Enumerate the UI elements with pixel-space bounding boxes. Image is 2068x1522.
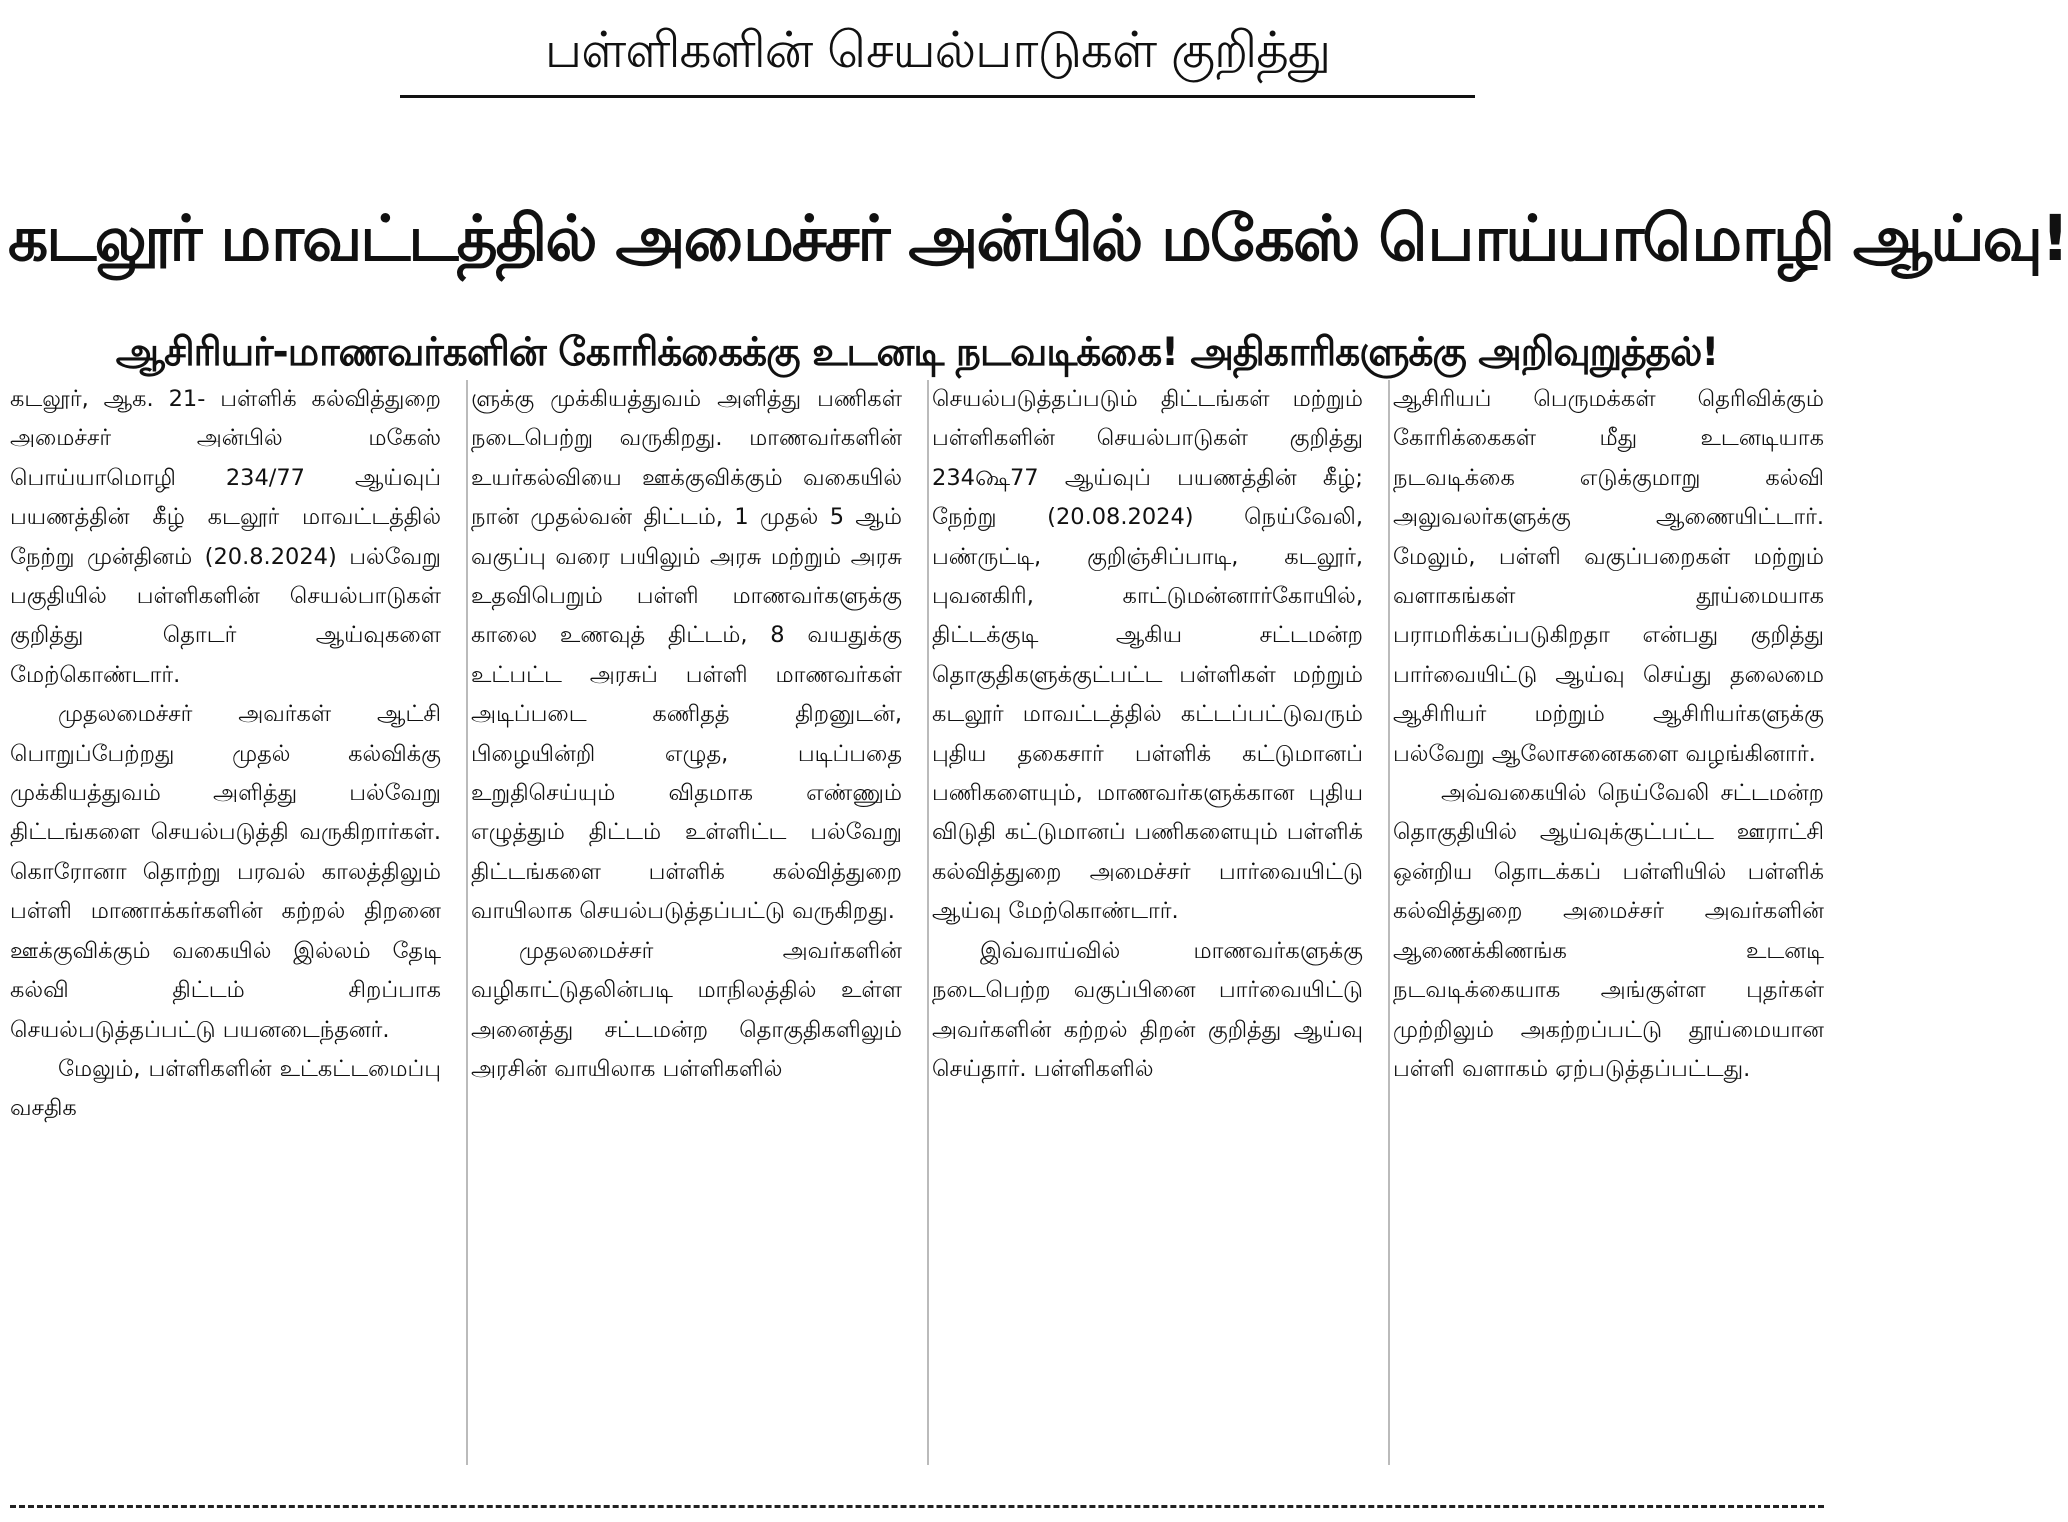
body-paragraph: முதலமைச்சர் அவர்கள் ஆட்சி பொறுப்பேற்றது முதல் கல்விக்கு முக்கியத்துவம் அளித்து பல்வேறு திட்டங்களை செயல்படுத்தி வருகிறார்கள். கொரோனா தொற்று பரவல் காலத்திலும் பள்ளி மாணாக்கர்களின் கற்றல் திறனை ஊக்குவிக்கும் வகையில் இல்லம் தேடி கல்வி திட்டம் சிறப்பாக செயல்படுத்தப்பட்டு பயனடைந்தனர். bbox=[10, 701, 441, 1043]
body-paragraph: முதலமைச்சர் அவர்களின் வழிகாட்டுதலின்படி மாநிலத்தில் உள்ள அனைத்து சட்டமன்ற தொகுதிகளிலும் அரசின் வாயிலாக பள்ளிகளில் bbox=[471, 937, 902, 1082]
column-divider bbox=[1388, 380, 1390, 1465]
body-column-2 bbox=[471, 380, 902, 1465]
body-paragraph: அவ்வகையில் நெய்வேலி சட்டமன்ற தொகுதியில் ஆய்வுக்குட்பட்ட ஊராட்சி ஒன்றிய தொடக்கப் பள்ளியில் பள்ளிக் கல்வித்துறை அமைச்சர் அவர்களின் ஆணைக்கிணங்க உடனடி நடவடிக்கையாக அங்குள்ள புதர்கள் முற்றிலும் அகற்றப்பட்டு தூய்மையான பள்ளி வளாகம் ஏற்படுத்தப்பட்டது. bbox=[1393, 780, 1824, 1082]
body-paragraph: ளுக்கு முக்கியத்துவம் அளித்து பணிகள் நடைபெற்று வருகிறது. மாணவர்களின் உயர்கல்வியை ஊக்குவிக்கும் வகையில் நான் முதல்வன் திட்டம், 1 முதல் 5 ஆம் வகுப்பு வரை பயிலும் அரசு மற்றும் அரசு உதவிபெறும் பள்ளி மாணவர்களுக்கு காலை உணவுத் திட்டம், 8 வயதுக்கு உட்பட்ட அரசுப் பள்ளி மாணவர்கள் அடிப்படை கணிதத் திறனுடன், பிழையின்றி எழுத, படிப்பதை உறுதிசெய்யும் விதமாக எண்ணும் எழுத்தும் திட்டம் உள்ளிட்ட பல்வேறு திட்டங்களை பள்ளிக் கல்வித்துறை வாயிலாக செயல்படுத்தப்பட்டு வருகிறது. bbox=[471, 386, 902, 925]
kicker-underline bbox=[400, 95, 1475, 98]
bottom-dashed-rule bbox=[10, 1505, 1824, 1508]
body-paragraph: செயல்படுத்தப்படும் திட்டங்கள் மற்றும் பள்ளிகளின் செயல்பாடுகள் குறித்து 234௸77 ஆய்வுப் பயணத்தின் கீழ்; நேற்று (20.08.2024) நெய்வேலி, பண்ருட்டி, குறிஞ்சிப்பாடி, கடலூர், புவனகிரி, காட்டுமன்னார்கோயில், திட்டக்குடி ஆகிய சட்டமன்ற தொகுதிகளுக்குட்பட்ட பள்ளிகள் மற்றும் கடலூர் மாவட்டத்தில் கட்டப்பட்டுவரும் புதிய தகைசார் பள்ளிக் கட்டுமானப் பணிகளையும், மாணவர்களுக்கான புதிய விடுதி கட்டுமானப் பணிகளையும் பள்ளிக் கல்வித்துறை அமைச்சர் பார்வையிட்டு ஆய்வு மேற்கொண்டார். bbox=[932, 386, 1363, 925]
body-column-4 bbox=[1393, 380, 1824, 1465]
body-paragraph: கடலூர், ஆக. 21- பள்ளிக் கல்வித்துறை அமைச்சர் அன்பில் மகேஸ் பொய்யாமொழி 234/77 ஆய்வுப் பயணத்தின் கீழ் கடலூர் மாவட்டத்தில் நேற்று முன்தினம் (20.8.2024) பல்வேறு பகுதியில் பள்ளிகளின் செயல்பாடுகள் குறித்து தொடர் ஆய்வுகளை மேற்கொண்டார். bbox=[10, 386, 441, 688]
body-column-1 bbox=[10, 380, 441, 1465]
body-column-3 bbox=[932, 380, 1363, 1465]
article-subheadline: ஆசிரியர்-மாணவர்களின் கோரிக்கைக்கு உடனடி நடவடிக்கை! அதிகாரிகளுக்கு அறிவுறுத்தல்! bbox=[115, 330, 1719, 376]
body-paragraph: மேலும், பள்ளிகளின் உட்கட்டமைப்பு வசதிக bbox=[10, 1055, 441, 1122]
article-headline: கடலூர் மாவட்டத்தில் அமைச்சர் அன்பில் மகேஸ் பொய்யாமொழி ஆய்வு! bbox=[8, 202, 2068, 276]
body-paragraph: ஆசிரியப் பெருமக்கள் தெரிவிக்கும் கோரிக்கைகள் மீது உடனடியாக நடவடிக்கை எடுக்குமாறு கல்வி அலுவலர்களுக்கு ஆணையிட்டார். மேலும், பள்ளி வகுப்பறைகள் மற்றும் வளாகங்கள் தூய்மையாக பராமரிக்கப்படுகிறதா என்பது குறித்து பார்வையிட்டு ஆய்வு செய்து தலைமை ஆசிரியர் மற்றும் ஆசிரியர்களுக்கு பல்வேறு ஆலோசனைகளை வழங்கினார். bbox=[1393, 386, 1824, 767]
column-divider bbox=[466, 380, 468, 1465]
body-paragraph: இவ்வாய்வில் மாணவர்களுக்கு நடைபெற்ற வகுப்பினை பார்வையிட்டு அவர்களின் கற்றல் திறன் குறித்து ஆய்வு செய்தார். பள்ளிகளில் bbox=[932, 937, 1363, 1082]
article-kicker: பள்ளிகளின் செயல்பாடுகள் குறித்து bbox=[544, 21, 1331, 79]
article-body bbox=[10, 380, 1824, 1465]
column-divider bbox=[927, 380, 929, 1465]
